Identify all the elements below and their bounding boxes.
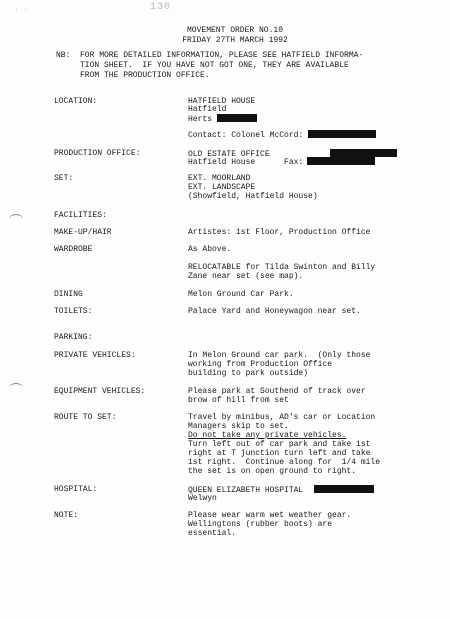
wardrobe-label: WARDROBE [54, 245, 93, 254]
wardrobe-relocatable-line: Zane near set (see map). [188, 272, 304, 281]
route-line: Turn left out of car park and take 1st [188, 440, 371, 449]
route-label: ROUTE TO SET: [54, 413, 117, 422]
private-vehicles-line: building to park outside) [188, 369, 309, 378]
wardrobe-value: As Above. [188, 245, 232, 254]
note-line: Please wear warm wet weather gear. [188, 511, 352, 520]
production-office-label: PRODUCTION OFFICE: [54, 149, 141, 158]
nb-line: FOR MORE DETAILED INFORMATION, PLEASE SEE HATFIELD INFORMA- [80, 51, 364, 60]
makeup-value: Artistes: 1st Floor, Production Office [188, 228, 371, 237]
dining-value: Melon Ground Car Park. [188, 290, 294, 299]
equipment-vehicles-label: EQUIPMENT VEHICLES: [54, 387, 146, 396]
hospital-label: HOSPITAL: [54, 485, 98, 494]
equipment-vehicles-line: Please park at Southend of track over [188, 387, 366, 396]
nb-text [80, 51, 440, 81]
private-vehicles-line: In Melon Ground car park. (Only those [188, 351, 371, 360]
toilets-value: Palace Yard and Honeywagon near set. [188, 307, 361, 316]
set-label: SET: [54, 174, 74, 183]
redaction-bar [307, 157, 375, 165]
private-vehicles-line: working from Production Office [188, 360, 333, 369]
note-label: NOTE: [54, 511, 79, 520]
production-office-location: Hatfield House Fax: [188, 157, 375, 168]
facilities-label: FACILITIES: [54, 211, 107, 220]
redaction-bar [308, 130, 376, 138]
location-town: Hatfield [188, 105, 227, 114]
makeup-label: MAKE-UP/HAIR [54, 228, 112, 237]
toilets-label: TOILETS: [54, 307, 93, 316]
nb-line: FROM THE PRODUCTION OFFICE. [80, 71, 210, 80]
document-date: FRIDAY 27TH MARCH 1992 [182, 36, 288, 45]
set-line: EXT. MOORLAND [188, 174, 251, 183]
note-line: essential. [188, 529, 237, 538]
location-name: HATFIELD HOUSE [188, 97, 256, 106]
route-line: Travel by minibus, AD's car or Location [188, 413, 376, 422]
hospital-name: QUEEN ELIZABETH HOSPITAL [188, 485, 374, 496]
dining-label: DINING [54, 290, 83, 299]
route-line: Managers skip to set. [188, 422, 289, 431]
wardrobe-relocatable-line: RELOCATABLE for Tilda Swinton and Billy [188, 263, 376, 272]
route-line: right at T junction turn left and take [188, 449, 371, 458]
redaction-bar [330, 149, 397, 157]
punch-hole-mark-bottom [9, 383, 23, 394]
parking-label: PARKING: [54, 333, 93, 342]
equipment-vehicles-line: brow of hill from set [188, 396, 289, 405]
handwritten-page-mark: 130 [150, 2, 172, 13]
route-line: 1st right. Continue along for 1/4 mile [188, 458, 381, 467]
set-line: (Showfield, Hatfield House) [188, 192, 318, 201]
private-vehicles-label: PRIVATE VEHICLES: [54, 351, 136, 360]
location-county: Herts [188, 114, 257, 125]
location-contact: Contact: Colonel McCord: [188, 130, 376, 141]
location-label: LOCATION: [54, 97, 98, 106]
production-office-name: OLD ESTATE OFFICE [188, 149, 397, 160]
nb-label: NB: [56, 51, 71, 60]
route-line: the set is on open ground to right. [188, 467, 357, 476]
redaction-bar [217, 114, 257, 122]
redaction-bar [314, 485, 374, 493]
set-line: EXT. LANDSCAPE [188, 183, 256, 192]
nb-line: TION SHEET. IF YOU HAVE NOT GOT ONE, THEY ARE AVAILABLE [80, 61, 349, 70]
paper-speck: ∙ ∙ [14, 6, 29, 15]
route-warning: Do not take any private vehicles. [188, 431, 347, 440]
punch-hole-mark-top [9, 214, 23, 225]
hospital-town: Welwyn [188, 494, 217, 503]
document-title: MOVEMENT ORDER NO.10 [186, 26, 283, 35]
note-line: Wellingtons (rubber boots) are [188, 520, 333, 529]
